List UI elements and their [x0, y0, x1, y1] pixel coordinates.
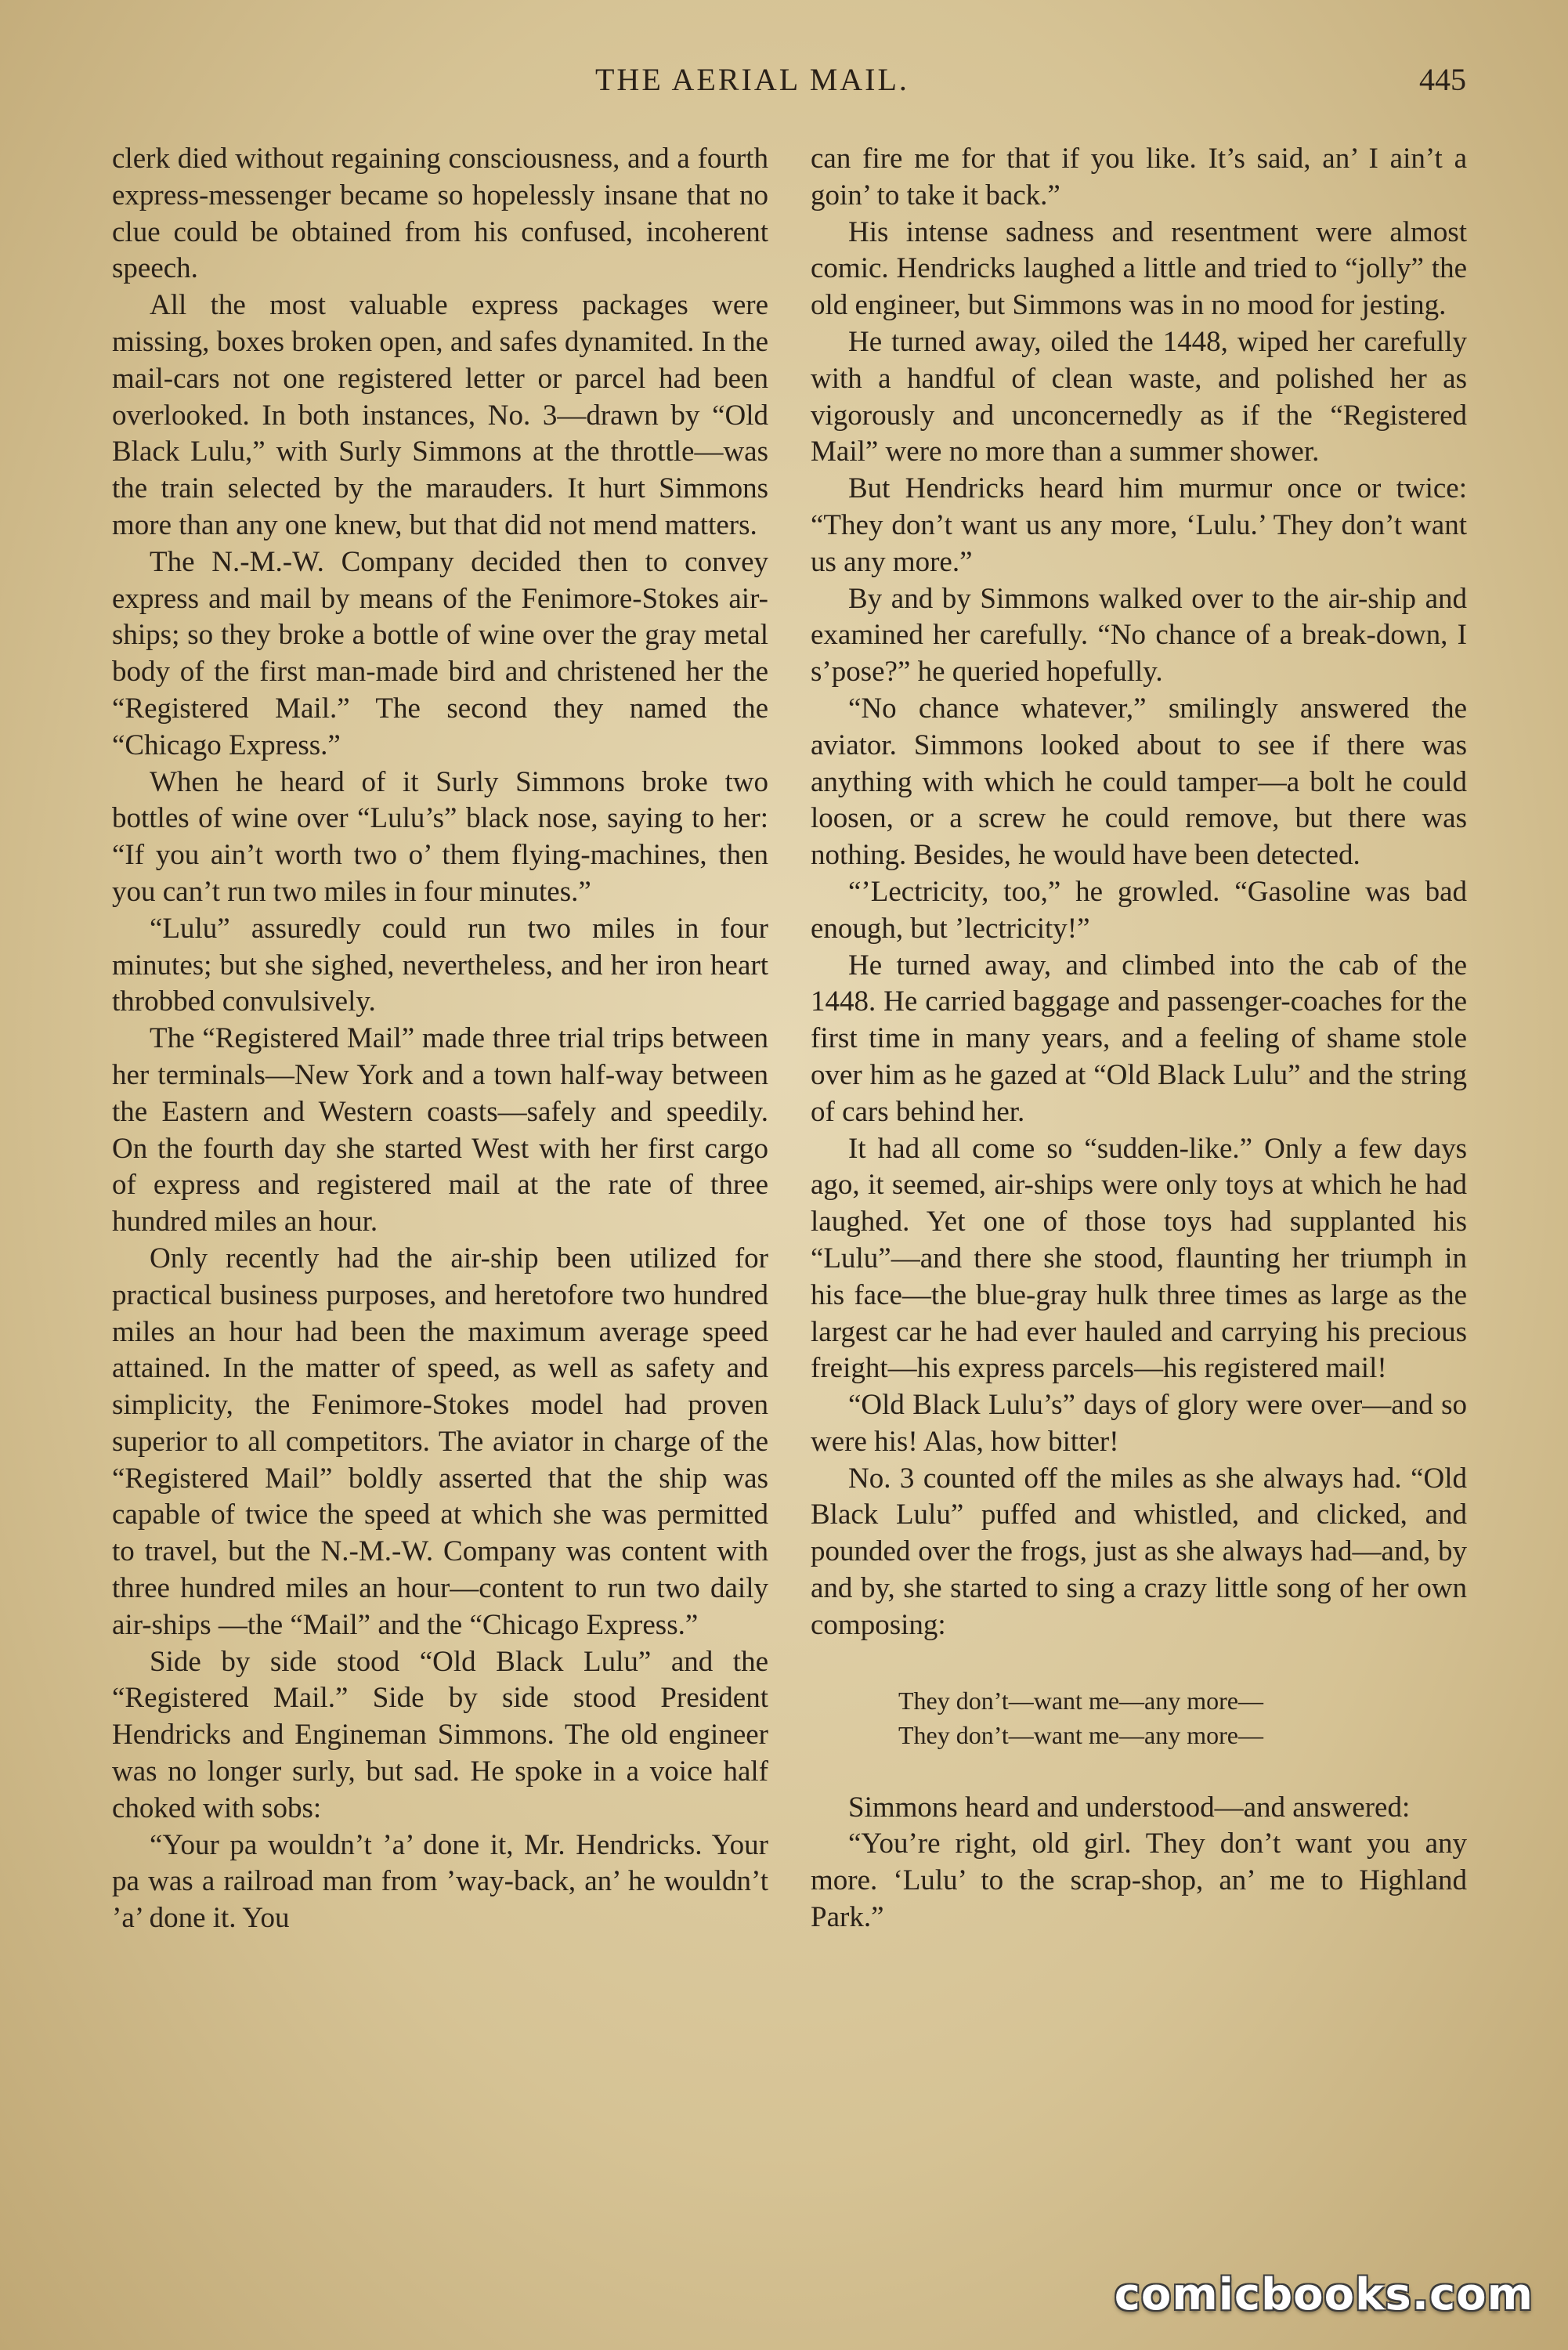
- paragraph: Only recently had the air-ship been utilized for practical business purposes, and heretofore two hundred miles an hour had been the maximum average speed attained. In the matter of speed, as well as safety and simplicity, the Fenimore-Stokes model had proven superior to all competitors. The aviator in charge of the “Registered Mail” boldly asserted that the ship was capable of twice the speed at which she was permitted to travel, but the N.-M.-W. Company was content with three hundred miles an hour—content to run two daily air-ships —the “Mail” and the “Chicago Express.”: [112, 1242, 768, 1641]
- paragraph: “Your pa wouldn’t ’a’ done it, Mr. Hendricks. Your pa was a railroad man from ’way-back, an’ he wouldn’t ’a’ done it. You: [112, 1828, 768, 1935]
- paragraph: “’Lectricity, too,” he growled. “Gasoline was bad enough, but ’lectricity!”: [811, 875, 1467, 945]
- paragraph: When he heard of it Surly Simmons broke two bottles of wine over “Lulu’s” black nose, saying to her: “If you ain’t worth two o’ them flying-machines, then you can’t run two miles in four minutes.”: [112, 765, 768, 908]
- song-verse: [898, 1683, 1467, 1752]
- paragraph: He turned away, oiled the 1448, wiped her carefully with a handful of clean waste, and polished her as vigorously and unconcernedly as if the “Registered Mail” were no more than a summer shower.: [811, 325, 1467, 468]
- paragraph: No. 3 counted off the miles as she always had. “Old Black Lulu” puffed and whistled, and clicked, and pounded over the frogs, just as she always had—and, by and by, she started to sing a crazy little song of her own composing:: [811, 1462, 1467, 1641]
- paragraph: “Lulu” assuredly could run two miles in four minutes; but she sighed, nevertheless, and her iron heart throbbed convulsively.: [112, 912, 768, 1018]
- page-number: 445: [1419, 62, 1466, 97]
- paragraph: can fire me for that if you like. It’s said, an’ I ain’t a goin’ to take it back.”: [811, 143, 1467, 212]
- verse-line: They don’t—want me—any more—: [898, 1686, 1263, 1715]
- paragraph: All the most valuable express packages were missing, boxes broken open, and safes dynamited. In the mail-cars not one registered letter or parcel had been overlooked. In both instances, No. 3—drawn by “Old Black Lulu,” with Surly Simmons at the throttle—was the train selected by the marauders. It hurt Simmons more than any one knew, but that did not mend matters.: [112, 289, 768, 541]
- paragraph: “You’re right, old girl. They don’t want you any more. ‘Lulu’ to the scrap-shop, an’ me to Highland Park.”: [811, 1828, 1467, 1934]
- paragraph: The “Registered Mail” made three trial trips between her terminals—New York and a town half-way between the Eastern and Western coasts—safely and speedily. On the fourth day she started West with her first cargo of express and registered mail at the rate of three hundred miles an hour.: [112, 1022, 768, 1238]
- paragraph: His intense sadness and resentment were almost comic. Hendricks laughed a little and tried to “jolly” the old engineer, but Simmons was in no mood for jesting.: [811, 215, 1467, 322]
- paragraph: He turned away, and climbed into the cab of the 1448. He carried baggage and passenger-coaches for the first time in many years, and a feeling of shame stole over him as he gazed at “Old Black Lulu” and the string of cars behind her.: [811, 949, 1467, 1128]
- paragraph: By and by Simmons walked over to the air-ship and examined her carefully. “No chance of a break-down, I s’pose?” he queried hopefully.: [811, 582, 1467, 689]
- paragraph: It had all come so “sudden-like.” Only a few days ago, it seemed, air-ships were only toys at which he had laughed. Yet one of those toys had supplanted his “Lulu”—and there she stood, flaunting her triumph in his face—the blue-gray hulk three times as large as the largest car he had ever hauled and carrying his precious freight—his express parcels—his registered mail!: [811, 1132, 1467, 1385]
- paragraph: The N.-M.-W. Company decided then to convey express and mail by means of the Fenimore-Stokes air-ships; so they broke a bottle of wine over the gray metal body of the first man-made bird and christened her the “Registered Mail.” The second they named the “Chicago Express.”: [112, 545, 768, 761]
- watermark-logo: comicbooks.com: [1114, 2269, 1534, 2320]
- right-column: [811, 141, 1467, 1936]
- paragraph: “Old Black Lulu’s” days of glory were over—and so were his! Alas, how bitter!: [811, 1389, 1467, 1458]
- left-column: [112, 141, 768, 1937]
- running-head: [0, 61, 1568, 108]
- running-title: THE AERIAL MAIL.: [595, 62, 909, 97]
- paragraph: “No chance whatever,” smilingly answered the aviator. Simmons looked about to see if there was anything with which he could tamper—a bolt he could loosen, or a screw he could remove, but there was nothing. Besides, he would have been detected.: [811, 692, 1467, 872]
- paragraph: clerk died without regaining consciousness, and a fourth express-messenger became so hopelessly insane that no clue could be obtained from his confused, incoherent speech.: [112, 143, 768, 285]
- paragraph: Simmons heard and understood—and answered:: [848, 1791, 1411, 1824]
- paragraph: Side by side stood “Old Black Lulu” and the “Registered Mail.” Side by side stood President Hendricks and Engineman Simmons. The old engineer was no longer surly, but sad. He spoke in a voice half choked with sobs:: [112, 1645, 768, 1824]
- paragraph: But Hendricks heard him murmur once or twice: “They don’t want us any more, ‘Lulu.’ They don’t want us any more.”: [811, 472, 1467, 578]
- verse-line: They don’t—want me—any more—: [898, 1720, 1263, 1749]
